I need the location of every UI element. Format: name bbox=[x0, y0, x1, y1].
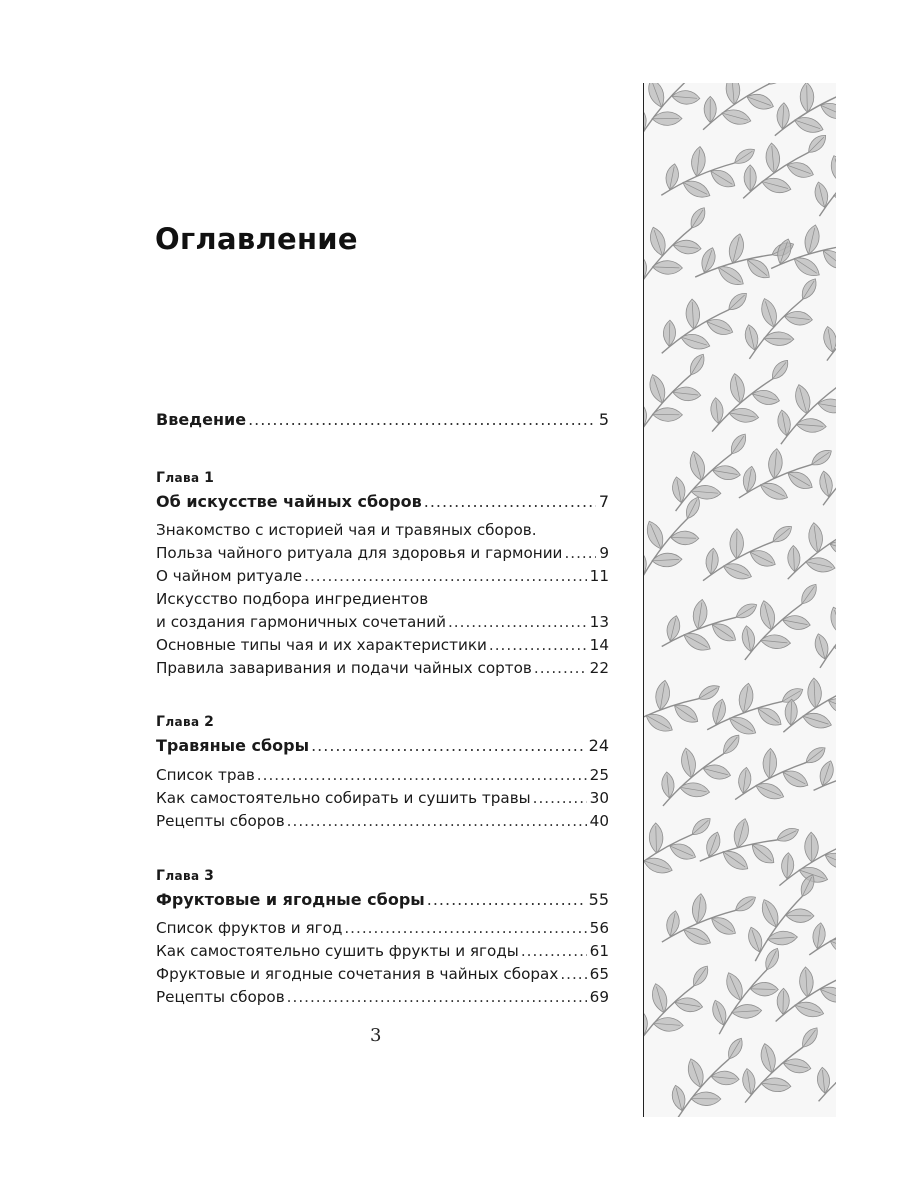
toc-page-number: 24 bbox=[588, 736, 609, 755]
toc-page-number: 55 bbox=[588, 890, 609, 909]
chapter-label: Глава 1 bbox=[156, 470, 215, 486]
chapter-label: Глава 2 bbox=[156, 714, 215, 730]
stem bbox=[644, 984, 694, 1043]
tea-sprig bbox=[722, 564, 836, 678]
dot-leader bbox=[287, 987, 587, 1007]
toc-page-number: 9 bbox=[599, 544, 609, 562]
toc-page-number: 40 bbox=[589, 812, 609, 830]
toc-entry[interactable]: Рецепты сборов ..... 40 bbox=[156, 811, 609, 831]
dot-leader bbox=[287, 811, 587, 831]
toc-page-number: 61 bbox=[589, 942, 609, 960]
toc-page-number: 14 bbox=[589, 636, 609, 654]
dot-leader bbox=[257, 765, 587, 785]
tea-sprig bbox=[762, 207, 836, 292]
toc-entry[interactable]: Польза чайного ритуала для здоровья и гармонии ..... 9 bbox=[156, 543, 609, 563]
tea-sprig bbox=[762, 803, 836, 906]
leaf-icon bbox=[645, 83, 668, 110]
dot-leader bbox=[564, 543, 596, 563]
leaf-icon bbox=[828, 154, 836, 187]
dot-leader bbox=[424, 492, 596, 512]
toc-chapter-title[interactable]: Фруктовые и ягодные сборы ..... 55 bbox=[156, 890, 609, 910]
toc-entry[interactable]: Как самостоятельно сушить фрукты и ягоды ..... 61 bbox=[156, 941, 609, 961]
leaf-icon bbox=[833, 775, 836, 803]
toc-entry-label[interactable]: Знакомство с историей чая и травяных сборов. bbox=[156, 521, 537, 539]
toc-entry[interactable]: Список трав ..... 25 bbox=[156, 765, 609, 785]
dot-leader bbox=[304, 566, 587, 586]
toc-entry[interactable]: Как самостоятельно собирать и сушить травы ..... 30 bbox=[156, 788, 609, 808]
tea-sprig bbox=[650, 578, 768, 669]
dot-leader bbox=[521, 941, 587, 961]
page-number: 3 bbox=[370, 1025, 382, 1046]
leaf-icon bbox=[765, 83, 790, 88]
toc-page-number: 5 bbox=[598, 410, 609, 429]
dot-leader bbox=[534, 658, 587, 678]
dot-leader bbox=[533, 788, 587, 808]
toc-page-number: 7 bbox=[598, 492, 609, 511]
toc-page-number: 13 bbox=[589, 613, 609, 631]
toc-chapter-title[interactable]: Об искусстве чайных сборов ..... 7 bbox=[156, 492, 609, 512]
toc-page-number: 56 bbox=[589, 919, 609, 937]
toc-entry[interactable]: О чайном ритуале ..... 11 bbox=[156, 566, 609, 586]
tea-sprig bbox=[652, 1019, 764, 1117]
leaf-icon bbox=[644, 695, 645, 723]
tea-leaf-pattern-icon bbox=[643, 83, 836, 1117]
tea-sprig bbox=[649, 871, 768, 965]
toc-page-number: 22 bbox=[589, 659, 609, 677]
page-title: Оглавление bbox=[155, 222, 358, 256]
toc-entry[interactable]: Основные типы чая и их характеристики ..... 14 bbox=[156, 635, 609, 655]
chapter-label: Глава 3 bbox=[156, 868, 215, 884]
toc-entry-label: Введение bbox=[156, 410, 247, 429]
tea-sprig bbox=[644, 335, 726, 451]
toc-page-number: 25 bbox=[589, 766, 609, 784]
toc-entry[interactable]: Фруктовые и ягодные сочетания в чайных сборах ..... 65 bbox=[156, 964, 609, 984]
tea-sprig bbox=[766, 648, 836, 753]
leaf-icon bbox=[827, 605, 836, 638]
toc-entry[interactable]: Правила заваривания и подачи чайных сортов ..... 22 bbox=[156, 658, 609, 678]
toc-page-number: 11 bbox=[589, 567, 609, 585]
leaf-icon bbox=[822, 325, 836, 353]
dot-leader bbox=[311, 736, 586, 756]
dot-leader bbox=[248, 410, 596, 430]
dot-leader bbox=[448, 612, 587, 632]
dot-leader bbox=[427, 890, 586, 910]
toc-entry[interactable]: и создания гармоничных сочетаний ..... 13 bbox=[156, 612, 609, 632]
tea-sprig bbox=[795, 879, 836, 978]
toc-page-number: 30 bbox=[589, 789, 609, 807]
stem bbox=[747, 297, 803, 359]
dot-leader bbox=[560, 964, 586, 984]
toc-entry[interactable]: Список фруктов и ягод ..... 56 bbox=[156, 918, 609, 938]
tea-sprig bbox=[725, 259, 836, 375]
leaf-icon bbox=[833, 364, 836, 390]
toc-page-number: 69 bbox=[589, 988, 609, 1006]
leaf-icon bbox=[835, 1042, 836, 1074]
tea-sprig bbox=[768, 490, 836, 599]
dot-leader bbox=[489, 635, 587, 655]
toc-page-number: 65 bbox=[589, 965, 609, 983]
leaf-icon bbox=[644, 519, 667, 552]
leaf-icon bbox=[834, 444, 836, 477]
toc-entry[interactable]: Рецепты сборов ..... 69 bbox=[156, 987, 609, 1007]
toc-chapter-title[interactable]: Травяные сборы ..... 24 bbox=[156, 736, 609, 756]
tea-sprig bbox=[644, 188, 726, 304]
dot-leader bbox=[344, 918, 586, 938]
toc-entry-intro[interactable] bbox=[156, 410, 609, 430]
toc-entry-label[interactable]: Искусство подбора ингредиентов bbox=[156, 590, 429, 608]
tea-sprig bbox=[804, 729, 836, 814]
leaf-icon bbox=[834, 1076, 836, 1094]
